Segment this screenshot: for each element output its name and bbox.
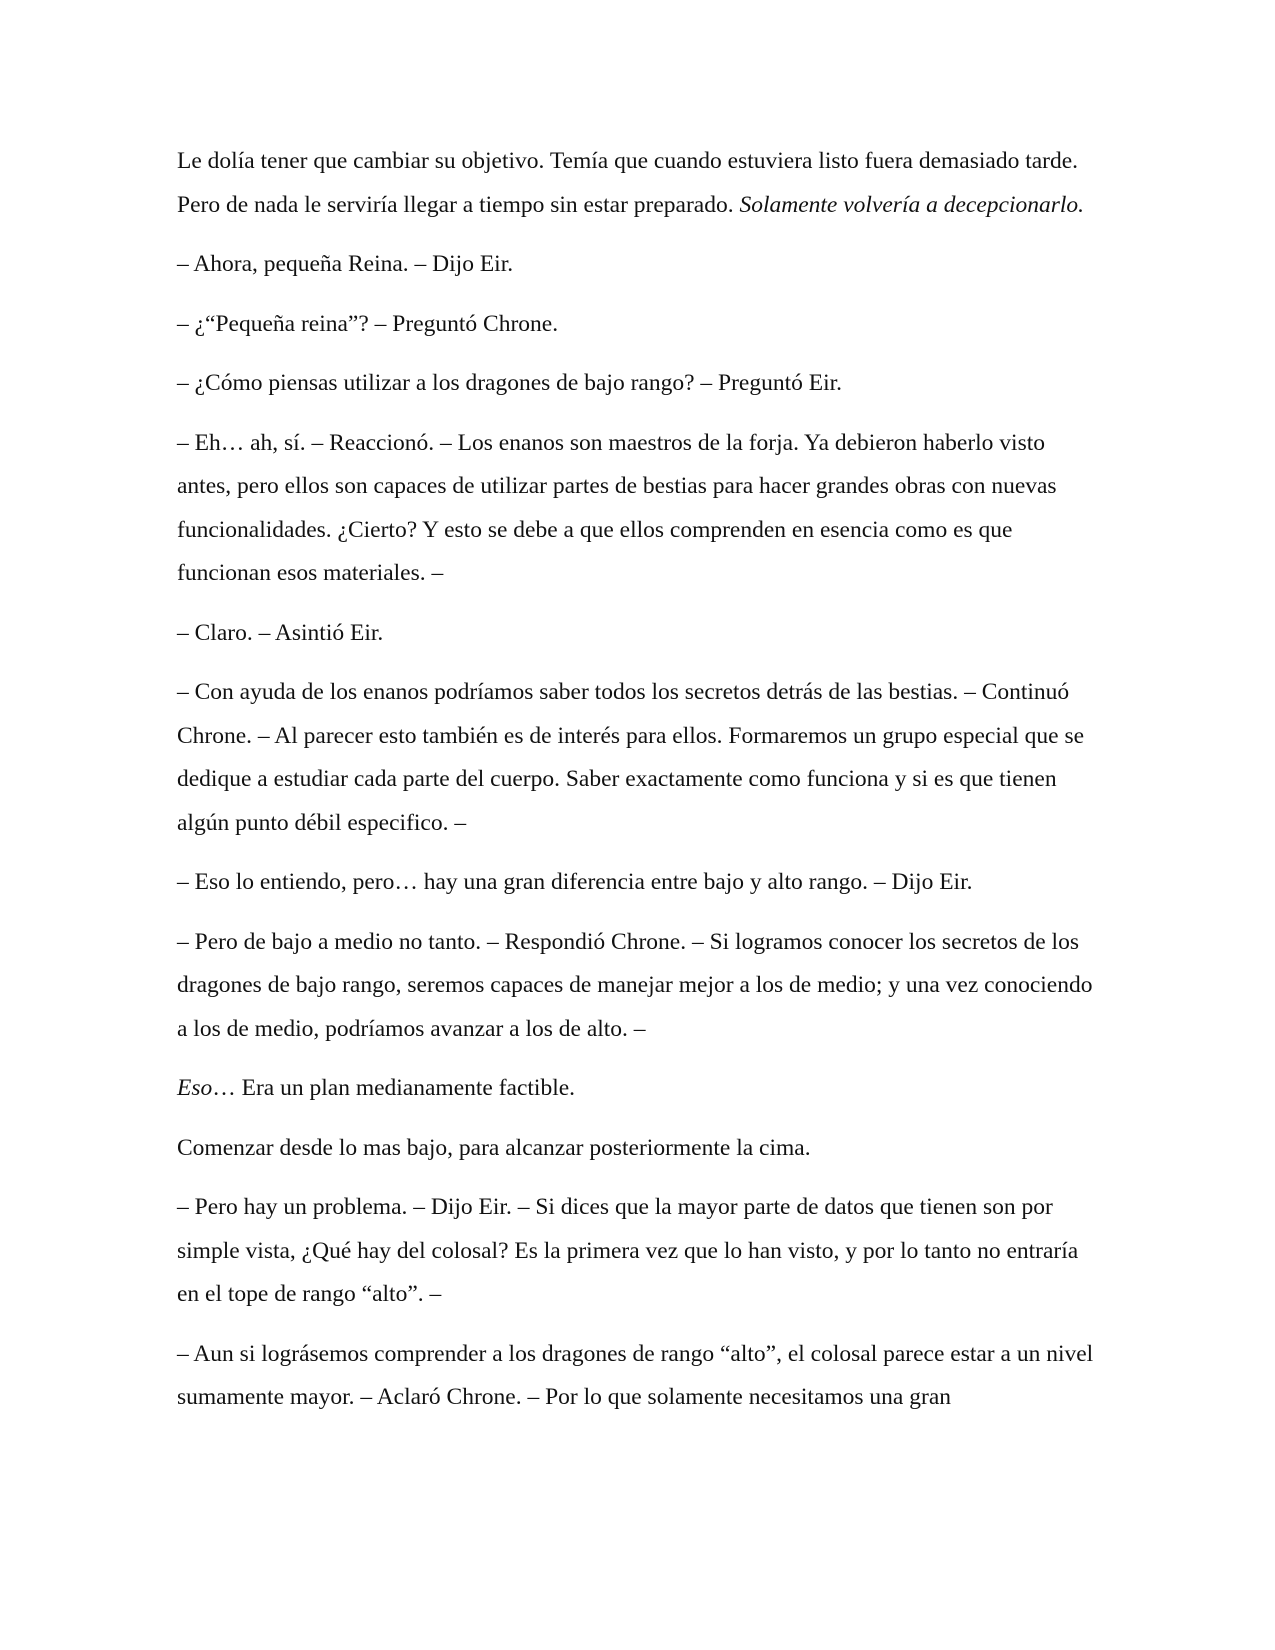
paragraph-11: Comenzar desde lo mas bajo, para alcanzar posteriormente la cima. (177, 1134, 811, 1161)
paragraph-10-text: … Era un plan medianamente factible. (212, 1075, 576, 1101)
paragraph-10-italic: Eso (177, 1075, 213, 1101)
paragraph-12: – Pero hay un problema. – Dijo Eir. – Si dices que la mayor parte de datos que tienen son por simple vista, ¿Qué hay del colosal? Es la primera vez que lo han visto, y por lo tanto no entraría en el tope de rango “alto”. – (177, 1194, 1079, 1307)
paragraph-1-text: Le dolía tener que cambiar su objetivo. Temía que cuando estuviera listo fuera demasiado tarde. Pero de nada le serviría llegar a tiempo sin estar preparado. (177, 148, 1079, 218)
paragraph-4: – ¿Cómo piensas utilizar a los dragones de bajo rango? – Preguntó Eir. (177, 370, 843, 396)
paragraph-9: – Pero de bajo a medio no tanto. – Respondió Chrone. – Si logramos conocer los secretos de los dragones de bajo rango, seremos capaces de manejar mejor a los de medio; y una vez conociendo a los de medio, podríamos avanzar a los de alto. – (177, 928, 1093, 1042)
paragraph-1-italic: Solamente volvería a decepcionarlo. (739, 191, 1085, 218)
document-body (177, 140, 1103, 1436)
paragraph-13: – Aun si lográsemos comprender a los dragones de rango “alto”, el colosal parece estar a un nivel sumamente mayor. – Aclaró Chrone. – Por lo que solamente necesitamos una gran (177, 1340, 1094, 1410)
paragraph-6: – Claro. – Asintió Eir. (177, 619, 384, 646)
paragraph-8: – Eso lo entiendo, pero… hay una gran diferencia entre bajo y alto rango. – Dijo Eir. (177, 869, 973, 895)
paragraph-5: – Eh… ah, sí. – Reaccionó. – Los enanos son maestros de la forja. Ya debieron haberlo visto antes, pero ellos son capaces de utilizar partes de bestias para hacer grandes obras con nuevas funcionalidades. ¿Cierto? Y esto se debe a que ellos comprenden en esencia como es que funcionan esos materiales. – (177, 429, 1057, 586)
paragraph-3: – ¿“Pequeña reina”? – Preguntó Chrone. (177, 310, 559, 337)
paragraph-10 (177, 1067, 1103, 1111)
paragraph-1 (177, 140, 1103, 227)
paragraph-2: – Ahora, pequeña Reina. – Dijo Eir. (177, 251, 514, 277)
paragraph-7: – Con ayuda de los enanos podríamos saber todos los secretos detrás de las bestias. – Continuó Chrone. – Al parecer esto también es de interés para ellos. Formaremos un grupo especial que se dedique a estudiar cada parte del cuerpo. Saber exactamente como funciona y si es que tienen algún punto débil especifico. – (177, 679, 1085, 836)
